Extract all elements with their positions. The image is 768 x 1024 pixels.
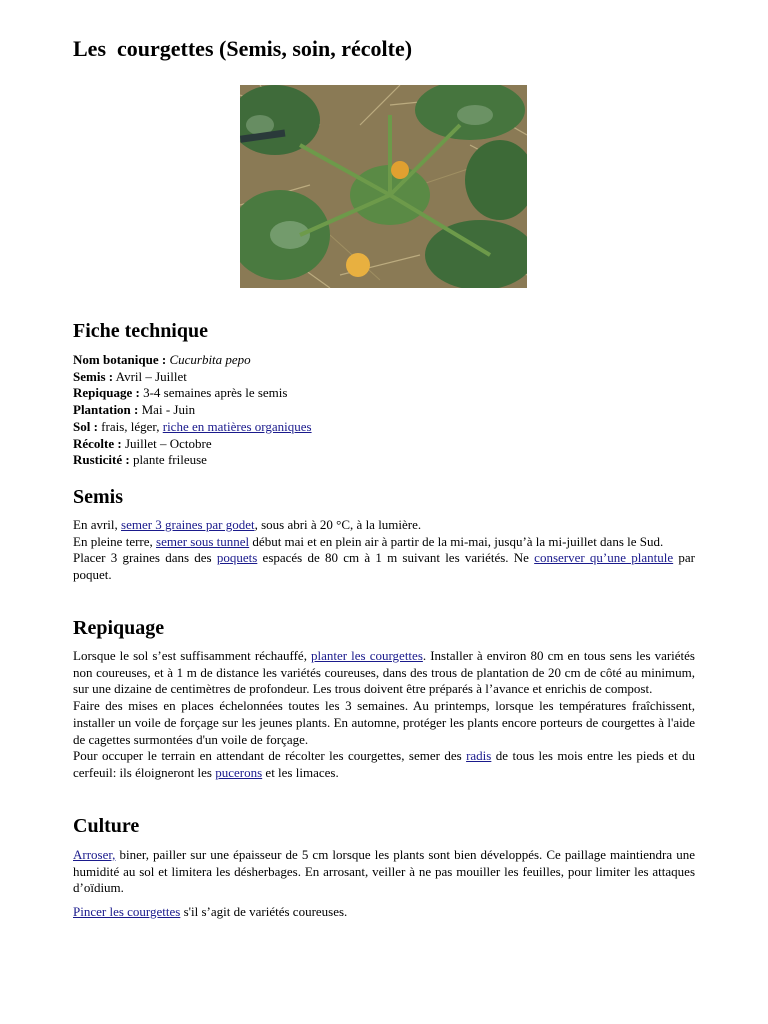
culture-heading: Culture: [73, 815, 140, 837]
text: de tous les mois entre les pieds et du cerfeuil: ils éloigneront les: [73, 748, 695, 780]
repiquage-text: [73, 648, 695, 782]
fiche-label: Rusticité :: [73, 452, 130, 468]
fiche-label: Nom botanique :: [73, 352, 167, 367]
fiche-row-semis: [73, 369, 695, 386]
link-conserver-plantule[interactable]: conserver qu’une plantule: [534, 550, 674, 566]
text: En pleine terre,: [73, 533, 157, 549]
fiche-value: plante frileuse: [132, 452, 207, 468]
repiquage-para-1: [73, 648, 695, 698]
fiche-row-repiquage: [73, 385, 695, 402]
link-arroser[interactable]: Arroser,: [73, 847, 116, 862]
fiche-list: [73, 352, 695, 469]
semis-line-1: [73, 517, 695, 534]
link-semer-godet[interactable]: semer 3 graines par godet: [121, 517, 255, 532]
link-matieres-organiques[interactable]: riche en matières organiques: [162, 418, 312, 434]
repiquage-heading: Repiquage: [73, 617, 165, 639]
semis-line-2: [73, 534, 695, 551]
link-radis[interactable]: radis: [466, 748, 492, 764]
fiche-label: Semis :: [73, 368, 114, 384]
fiche-label: Repiquage :: [73, 385, 140, 401]
text: Lorsque le sol s’est suffisamment réchauffé,: [73, 648, 312, 663]
fiche-label: Plantation :: [73, 402, 139, 418]
culture-para-1: [73, 847, 695, 897]
zucchini-plant-photo: [240, 85, 527, 288]
fiche-row-plantation: [73, 402, 695, 419]
fiche-value: Juillet – Octobre: [124, 435, 212, 451]
repiquage-para-2: Faire des mises en places échelonnées toutes les 3 semaines. Au printemps, lorsque les températures fraîchissent, installer un voile de forçage sur les jeunes plants. En automne, protéger les plants encore porteurs de courgettes à l'aide de cagettes surmontées d'un voile de forçage.: [73, 698, 695, 747]
fiche-value: Avril – Juillet: [115, 368, 187, 384]
fiche-row-rusticite: [73, 452, 695, 469]
fiche-label: Sol :: [73, 418, 98, 434]
text: . Installer à environ 80 cm en tous sens les variétés non coureuses, et à 1 m de distance les variétés coureuses, dans des trous de plantation de 20 cm de côté au minimum, sur une dizaine de centimètres de profondeur. Les trous doivent être préparés à l’avance et enrichis de compost.: [73, 648, 695, 697]
semis-heading: Semis: [73, 486, 123, 508]
fiche-value: Mai - Juin: [141, 402, 196, 418]
text: Pour occuper le terrain en attendant de récolter les courgettes, semer des: [73, 748, 467, 764]
fiche-label: Récolte :: [73, 435, 122, 451]
text: En avril,: [73, 517, 122, 532]
repiquage-para-3: [73, 748, 695, 781]
fiche-value: Cucurbita pepo: [169, 352, 251, 367]
text: par poquet.: [73, 550, 695, 583]
semis-line-3: [73, 550, 695, 583]
link-semer-tunnel[interactable]: semer sous tunnel: [156, 533, 250, 549]
link-poquets[interactable]: poquets: [216, 550, 258, 566]
text: , sous abri à 20 °C, à la lumière.: [254, 517, 422, 532]
culture-text: [73, 847, 695, 921]
fiche-row-sol: [73, 419, 695, 436]
fiche-row-botanique: [73, 352, 695, 369]
culture-para-2: [73, 904, 695, 921]
text: Placer 3 graines dans des: [73, 550, 217, 566]
link-pincer-courgettes[interactable]: Pincer les courgettes: [73, 904, 181, 920]
link-planter-courgettes[interactable]: planter les courgettes: [311, 648, 423, 663]
fiche-value: frais, léger,: [101, 418, 160, 434]
semis-text: [73, 517, 695, 584]
fiche-heading: Fiche technique: [73, 320, 208, 342]
text: espacés de 80 cm à 1 m suivant les variétés. Ne: [257, 550, 535, 566]
text: s'il s’agit de variétés coureuses.: [180, 904, 348, 920]
text: début mai et en plein air à partir de la mi-mai, jusqu’à la mi-juillet dans le Sud.: [249, 533, 664, 549]
text: biner, pailler sur une épaisseur de 5 cm lorsque les plants sont bien développés. Ce paillage maintiendra une humidité au sol et limitera les désherbages. En arrosant, veiller à ne pas mouiller les feuilles, pour limiter les attaques d’oïdium.: [73, 847, 695, 896]
page-title: Les courgettes (Semis, soin, récolte): [73, 36, 413, 61]
fiche-row-recolte: [73, 436, 695, 453]
text: et les limaces.: [262, 764, 339, 780]
link-pucerons[interactable]: pucerons: [215, 764, 263, 780]
fiche-value: 3-4 semaines après le semis: [143, 385, 288, 401]
